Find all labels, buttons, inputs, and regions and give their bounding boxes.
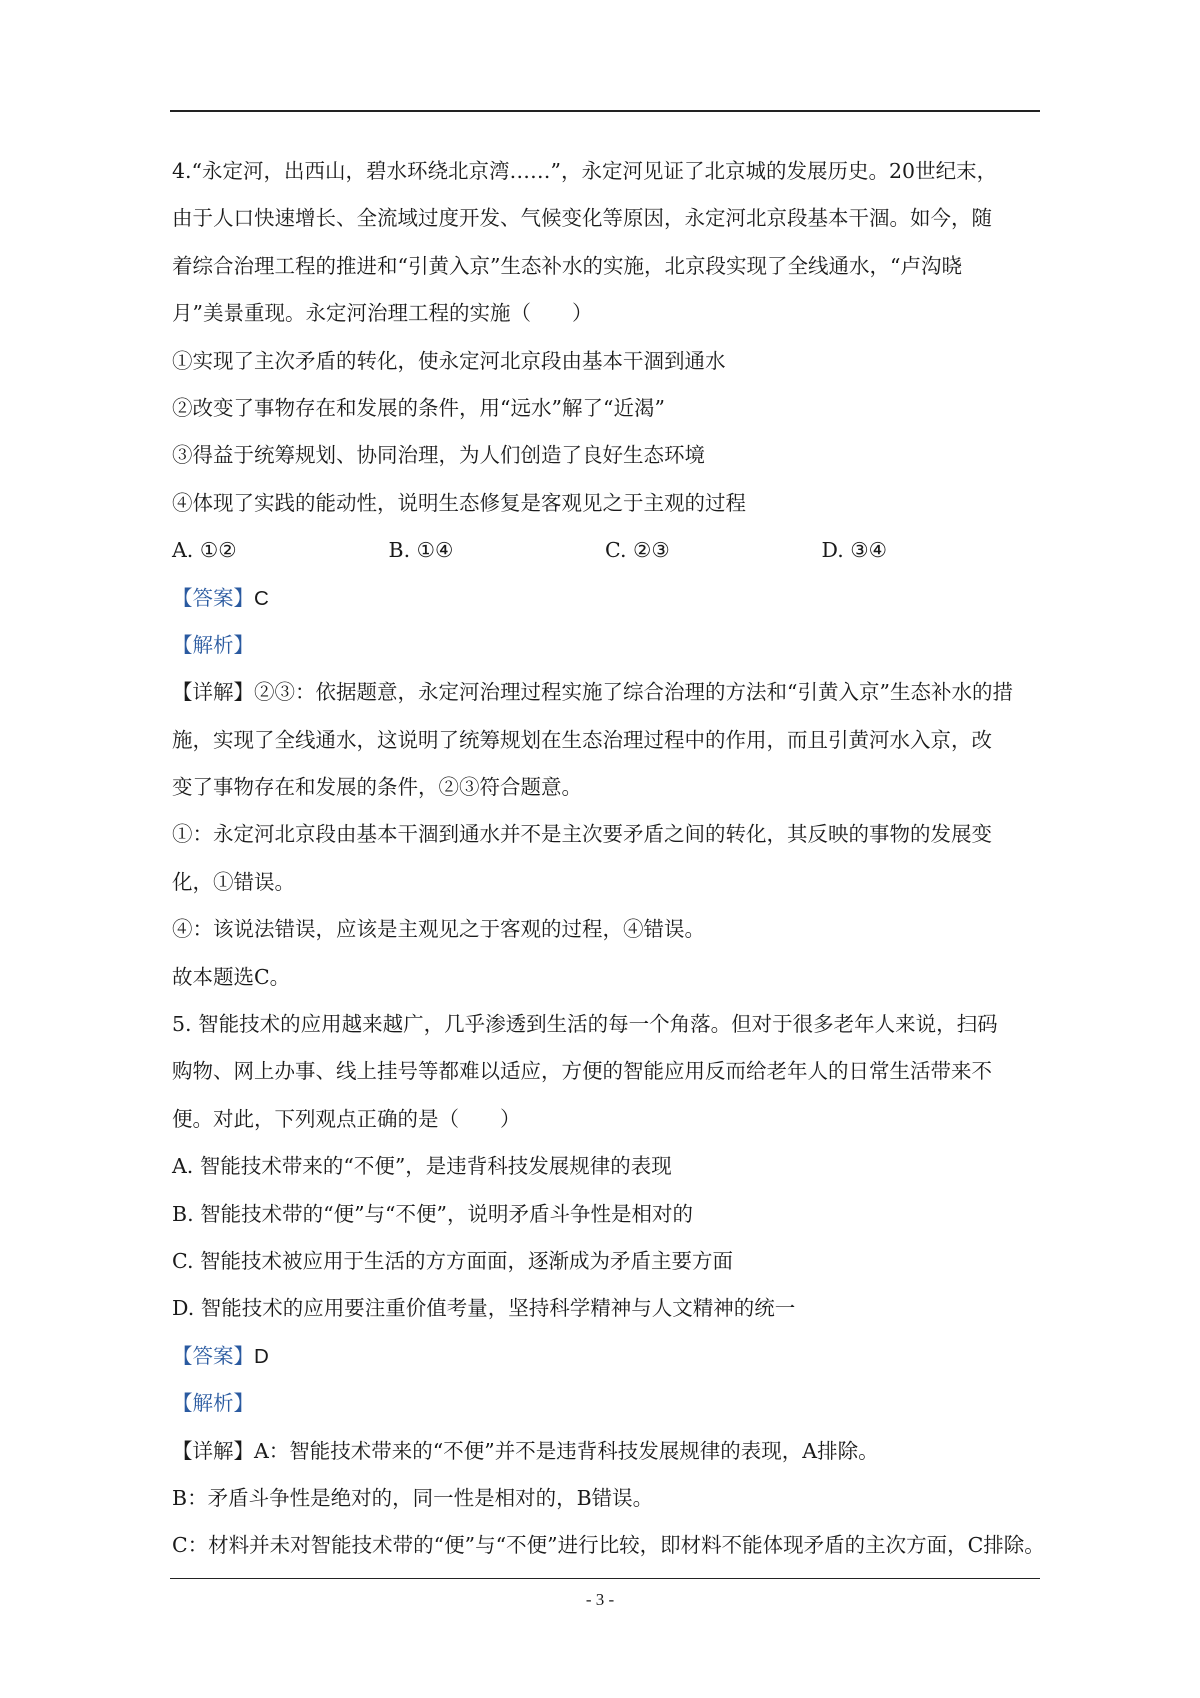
q4-option-c: C. ②③ xyxy=(605,538,670,563)
q4-options xyxy=(172,527,1038,574)
q5-analysis-tag: 【解析】 xyxy=(172,1391,254,1416)
q5-answer-value: D xyxy=(254,1344,269,1368)
q4-option-a: A. ①② xyxy=(172,538,237,563)
q4-option-b: B. ①④ xyxy=(388,538,454,563)
q5-option-b: B. 智能技术带的“便”与“不便”，说明矛盾斗争性是相对的 xyxy=(172,1201,694,1226)
q5-option-d: D. 智能技术的应用要注重价值考量，坚持科学精神与人文精神的统一 xyxy=(172,1296,796,1321)
q5-detail-line-3: C：材料并未对智能技术带的“便”与“不便”进行比较，即材料不能体现矛盾的主次方面，C排除。 xyxy=(172,1533,1045,1558)
q5-answer-tag: 【答案】 xyxy=(172,1343,254,1368)
q5-analysis xyxy=(172,1380,1038,1427)
q5-stem-line-1: 5. 智能技术的应用越来越广，几乎渗透到生活的每一个角落。但对于很多老年人来说，扫码 xyxy=(172,1012,998,1037)
q4-detail-line-1 xyxy=(172,669,1038,716)
q4-detail-line-5: 化，①错误。 xyxy=(172,869,295,894)
q4-answer-value: C xyxy=(254,586,269,610)
q4-option-d: D. ③④ xyxy=(821,538,887,563)
q4-analysis-tag: 【解析】 xyxy=(172,632,254,657)
q4-detail-text-1: ②③：依据题意，永定河治理过程实施了综合治理的方法和“引黄入京”生态补水的措 xyxy=(254,680,1013,705)
q4-statement-3: ③得益于统筹规划、协同治理，为人们创造了良好生态环境 xyxy=(172,443,705,468)
q5-detail-line-1 xyxy=(172,1428,1038,1475)
footer-rule xyxy=(170,1578,1040,1579)
q4-stem-line-1: 4.“永定河，出西山，碧水环绕北京湾……”，永定河见证了北京城的发展历史。20世纪末， xyxy=(172,159,998,183)
q5-stem-line-3: 便。对此，下列观点正确的是（ ） xyxy=(172,1106,521,1131)
q5-detail-line-2: B：矛盾斗争性是绝对的，同一性是相对的，B错误。 xyxy=(172,1485,654,1510)
q4-detail-tag: 【详解】 xyxy=(172,680,254,705)
q5-detail-tag: 【详解】 xyxy=(172,1438,254,1463)
q4-detail-line-2: 施，实现了全线通水，这说明了统筹规划在生态治理过程中的作用，而且引黄河水入京，改 xyxy=(172,727,992,752)
q5-answer xyxy=(172,1333,1038,1380)
q5-detail-text-1: A：智能技术带来的“不便”并不是违背科技发展规律的表现，A排除。 xyxy=(254,1438,879,1463)
page-number: - 3 - xyxy=(585,1590,615,1609)
q5-stem-line-2: 购物、网上办事、线上挂号等都难以适应，方便的智能应用反而给老年人的日常生活带来不 xyxy=(172,1059,992,1084)
q4-stem-line-4: 月”美景重现。永定河治理工程的实施（ ） xyxy=(172,301,593,326)
page-content xyxy=(172,148,1045,1570)
q4-statement-4: ④体现了实践的能动性，说明生态修复是客观见之于主观的过程 xyxy=(172,490,746,515)
q4-stem-line-3: 着综合治理工程的推进和“引黄入京”生态补水的实施，北京段实现了全线通水，“卢沟晓 xyxy=(172,253,962,278)
q4-answer xyxy=(172,575,1038,622)
q4-detail-line-6: ④：该说法错误，应该是主观见之于客观的过程，④错误。 xyxy=(172,917,705,942)
q4-answer-tag: 【答案】 xyxy=(172,585,254,610)
q4-detail-line-4: ①：永定河北京段由基本干涸到通水并不是主次要矛盾之间的转化，其反映的事物的发展变 xyxy=(172,822,992,847)
q4-analysis xyxy=(172,622,1038,669)
q4-conclusion: 故本题选C。 xyxy=(172,964,291,989)
q4-statement-1: ①实现了主次矛盾的转化，使永定河北京段由基本干涸到通水 xyxy=(172,348,726,373)
q5-option-a: A. 智能技术带来的“不便”，是违背科技发展规律的表现 xyxy=(172,1154,672,1179)
header-rule xyxy=(170,110,1040,112)
q4-stem-line-2: 由于人口快速增长、全流域过度开发、气候变化等原因，永定河北京段基本干涸。如今，随 xyxy=(172,206,992,231)
q5-option-c: C. 智能技术被应用于生活的方方面面，逐渐成为矛盾主要方面 xyxy=(172,1248,733,1273)
q4-detail-line-3: 变了事物存在和发展的条件，②③符合题意。 xyxy=(172,775,582,800)
q4-statement-2: ②改变了事物存在和发展的条件，用“远水”解了“近渴” xyxy=(172,395,665,420)
